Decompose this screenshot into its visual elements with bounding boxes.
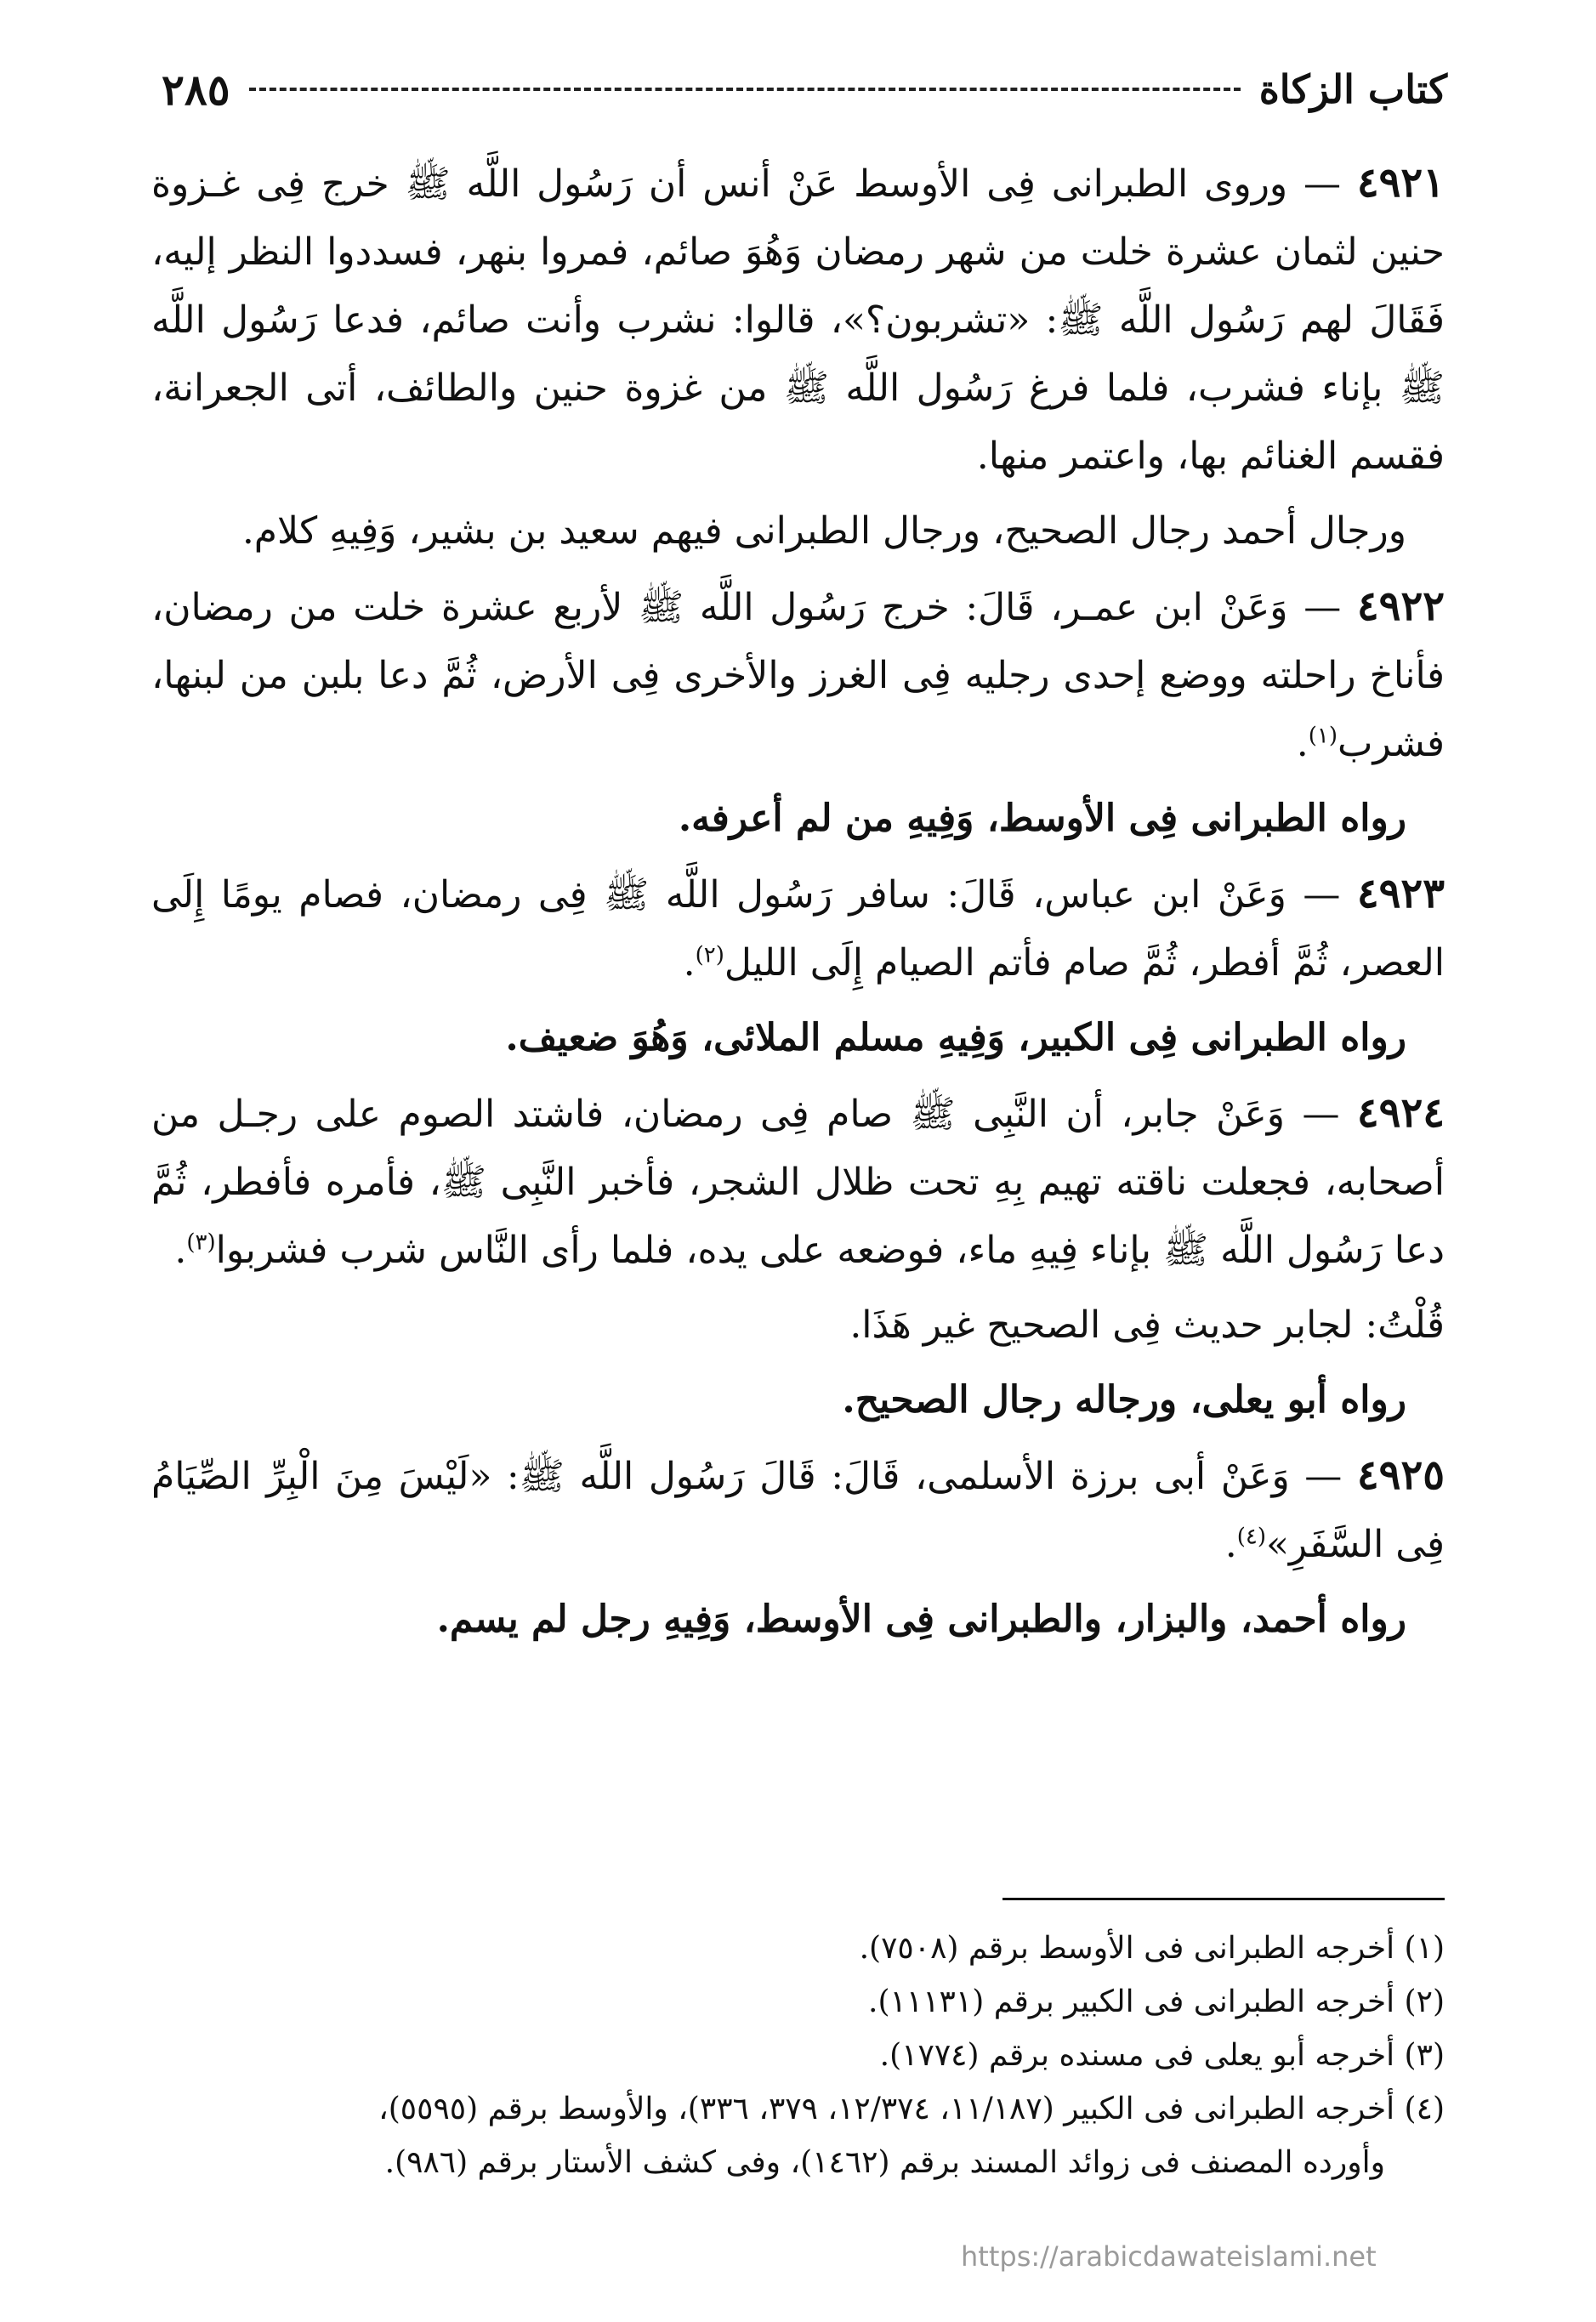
chapter-title: كتاب الزكاة [1258,66,1447,112]
footnote-item: (١) أخرجه الطبرانى فى الأوسط برقم (٧٥٠٨). [859,1931,1445,1966]
footnotes [151,1922,1445,2189]
takhrij-note: ورجال أحمد رجال الصحيح، ورجال الطبرانى فيهم سعيد بن بشير، وَفِيهِ كلام. [241,509,1406,553]
takhrij-note: رواه الطبرانى فِى الكبير، وَفِيهِ مسلم الملائى، وَهُوَ ضعيف. [505,1016,1406,1059]
takhrij-note: رواه أبو يعلى، ورجاله رجال الصحيح. [842,1378,1406,1422]
hadith-number: ٤٩٢٢ [1356,582,1445,630]
footnote-divider [1002,1898,1445,1900]
hadith-text: وَعَنْ جابر، أن النَّبِى ﷺ صام فِى رمضان، فاشتد الصوم على رجـل من أصحابه، فجعلت ناقته تهيم بِهِ تحت ظلال الشجر، فأخبر النَّبِى ﷺ، فأمره فأفطر، ثُمَّ دعا رَسُول اللَّه ﷺ بإناء فِيهِ ماء، فوضعه على يده، فلما رأى النَّاس شرب فشربوا [151,1093,1445,1272]
hadith-number: ٤٩٢١ [1356,159,1445,207]
page-number: ٢٨٥ [162,64,230,115]
footnote-item: (٢) أخرجه الطبرانى فى الكبير برقم (١١١٣١). [868,1984,1445,2019]
footnote-ref[interactable]: (٢) [695,942,724,968]
page-body [151,149,1445,1661]
hadith-entry: ٤٩٢١ — وروى الطبرانى فِى الأوسط عَنْ أنس أن رَسُول اللَّه ﷺ خرج فِى غـزوة حنين لثمان عشرة خلت من شهر رمضان وَهُوَ صائم، فمروا بنهر، فسددوا النظر إليه، فَقَالَ لهم رَسُول اللَّه ﷺ: «تشربون؟»، قالوا: نشرب وأنت صائم، فدعا رَسُول اللَّه ﷺ بإناء فشرب، فلما فرغ رَسُول اللَّه ﷺ من غزوة حنين والطائف، أتى الجعرانة، فقسم الغنائم بها، واعتمر منها. [151,159,1445,478]
hadith-entry: ٤٩٢٤ — وَعَنْ جابر، أن النَّبِى ﷺ صام فِى رمضان، فاشتد الصوم على رجـل من أصحابه، فجعلت ناقته تهيم بِهِ تحت ظلال الشجر، فأخبر النَّبِى ﷺ، فأمره فأفطر، ثُمَّ دعا رَسُول اللَّه ﷺ بإناء فِيهِ ماء، فوضعه على يده، فلما رأى النَّاس شرب فشربوا$^{(٣)}$. [151,1089,1445,1272]
hadith-text: وروى الطبرانى فِى الأوسط عَنْ أنس أن رَسُول اللَّه ﷺ خرج فِى غـزوة حنين لثمان عشرة خلت من شهر رمضان وَهُوَ صائم، فمروا بنهر، فسددوا النظر إليه، فَقَالَ لهم رَسُول اللَّه ﷺ: «تشربون؟»، قالوا: نشرب وأنت صائم، فدعا رَسُول اللَّه ﷺ بإناء فشرب، فلما فرغ رَسُول اللَّه ﷺ من غزوة حنين والطائف، أتى الجعرانة، فقسم الغنائم بها، واعتمر منها. [151,162,1445,478]
hadith-entry: ٤٩٢٥ — وَعَنْ أبى برزة الأسلمى، قَالَ: قَالَ رَسُول اللَّه ﷺ: «لَيْسَ مِنَ الْبِرِّ الصِّيَامُ فِى السَّفَرِ»$^{(٤)}$. [151,1451,1445,1566]
hadith-text: وَعَنْ أبى برزة الأسلمى، قَالَ: قَالَ رَسُول اللَّه ﷺ: «لَيْسَ مِنَ الْبِرِّ الصِّيَامُ فِى السَّفَرِ» [151,1455,1445,1566]
watermark-url[interactable]: https://arabicdawateislami.net [961,2240,1377,2273]
hadith-entry: ٤٩٢٣ — وَعَنْ ابن عباس، قَالَ: سافر رَسُول اللَّه ﷺ فِى رمضان، فصام يومًا إِلَى العصر، ثُمَّ أفطر، ثُمَّ صام فأتم الصيام إِلَى الليل$^{(٢)}$. [151,870,1445,985]
hadith-number: ٤٩٢٣ [1356,870,1445,917]
takhrij-note: رواه أحمد، والبزار، والطبرانى فِى الأوسط، وَفِيهِ رجل لم يسم. [436,1598,1406,1641]
hadith-number: ٤٩٢٤ [1356,1089,1445,1137]
hadith-number: ٤٩٢٥ [1356,1451,1445,1499]
footnote-item: (٤) أخرجه الطبرانى فى الكبير (١١/١٨٧، ١٢/٣٧٤، ٣٧٩، ٣٣٦)، والأوسط برقم (٥٥٩٥)، [378,2092,1445,2126]
takhrij-note: رواه الطبرانى فِى الأوسط، وَفِيهِ من لم أعرفه. [678,797,1406,840]
page-header [162,60,1447,119]
footnote-ref[interactable]: (١) [1308,723,1338,749]
footnote-item-continuation: وأورده المصنف فى زوائد المسند برقم (١٤٦٢)، وفى كشف الأستار برقم (٩٨٦). [384,2145,1385,2180]
footnote-ref[interactable]: (٣) [186,1229,216,1256]
hadith-text: وَعَنْ ابن عباس، قَالَ: سافر رَسُول اللَّه ﷺ فِى رمضان، فصام يومًا إِلَى العصر، ثُمَّ أفطر، ثُمَّ صام فأتم الصيام إِلَى الليل [151,873,1445,985]
hadith-entry: ٤٩٢٢ — وَعَنْ ابن عمـر، قَالَ: خرج رَسُول اللَّه ﷺ لأربع عشرة خلت من رمضان، فأناخ راحلته ووضع إحدى رجليه فِى الغرز والأخرى فِى الأرض، ثُمَّ دعا بلبن من لبنها، فشرب$^{(١)}$. [151,582,1445,765]
header-dashed-rule [249,88,1241,91]
footnote-item: (٣) أخرجه أبو يعلى فى مسنده برقم (١٧٧٤). [879,2038,1445,2073]
author-remark: قُلْتُ: لجابر حديث فِى الصحيح غير هَذَا. [849,1303,1445,1347]
footnote-ref[interactable]: (٤) [1236,1524,1266,1550]
hadith-text: وَعَنْ ابن عمـر، قَالَ: خرج رَسُول اللَّه ﷺ لأربع عشرة خلت من رمضان، فأناخ راحلته ووضع إحدى رجليه فِى الغرز والأخرى فِى الأرض، ثُمَّ دعا بلبن من لبنها، فشرب [151,586,1445,765]
